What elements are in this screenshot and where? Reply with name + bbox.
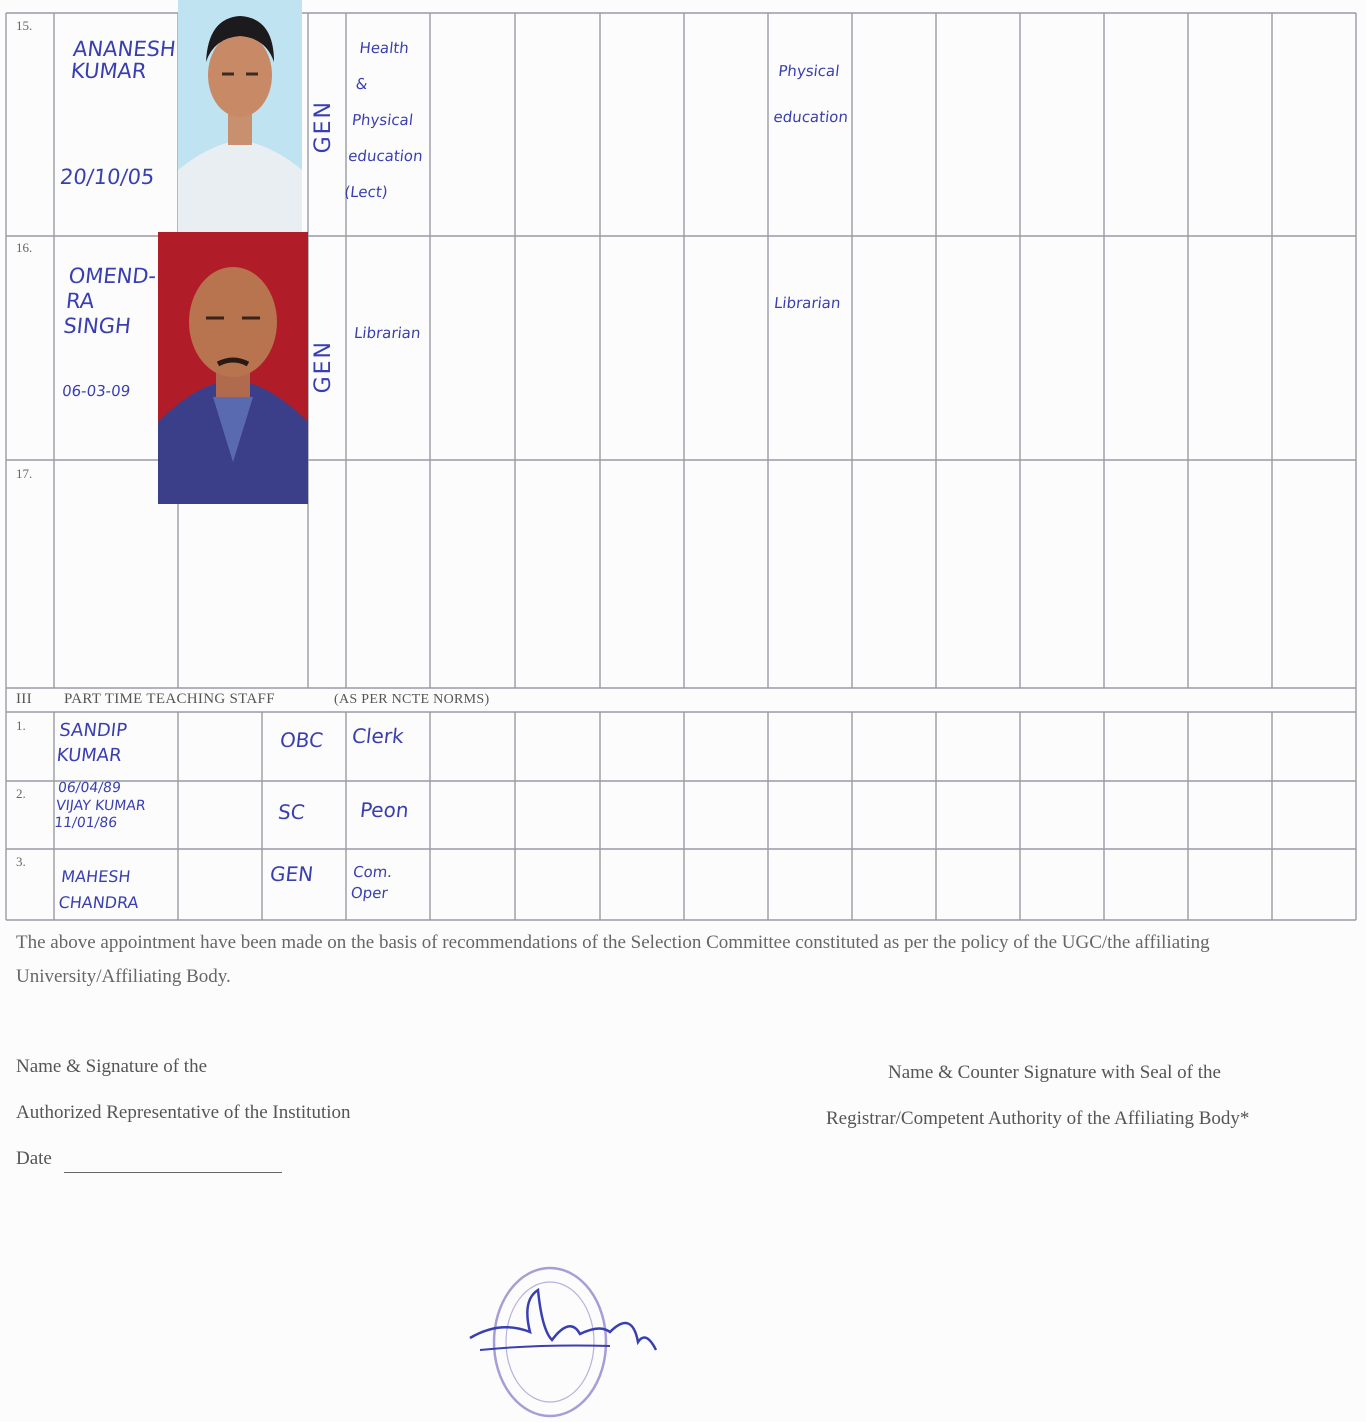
staff-date: 06-03-09 <box>61 382 132 400</box>
section-note: (AS PER NCTE NORMS) <box>334 692 490 707</box>
staff-qualification: Physical education <box>772 62 849 126</box>
row-number: 17. <box>16 466 33 481</box>
part-time-category: GEN <box>268 862 315 886</box>
left-signature-line2: Authorized Representative of the Institution <box>16 1102 351 1123</box>
right-signature-line2: Registrar/Competent Authority of the Affiliating Body* <box>826 1108 1250 1129</box>
row-number: 16. <box>16 240 33 255</box>
date-label: Date <box>16 1148 52 1169</box>
staff-name: OMEND- RA SINGH <box>62 264 158 339</box>
seal-stamp <box>460 1260 680 1422</box>
section-roman: III <box>16 691 32 707</box>
staff-category: GEN <box>311 100 336 154</box>
person-photo-icon <box>158 232 308 504</box>
right-signature-line1: Name & Counter Signature with Seal of the <box>888 1062 1221 1083</box>
staff-qualification: Librarian <box>773 294 842 312</box>
staff-category: GEN <box>311 340 336 394</box>
row-number: 2. <box>16 786 26 801</box>
declaration-text: The above appointment have been made on the basis of recommendations of the Selection Committee constituted as per the policy of the UGC/the affiliating University/Affiliating Body. <box>16 932 1210 987</box>
part-time-subject: Peon <box>358 798 410 822</box>
part-time-category: SC <box>276 800 306 824</box>
part-time-name: SANDIP KUMAR <box>55 720 128 767</box>
signature-scribble <box>470 1290 656 1350</box>
staff-subject: Librarian <box>353 324 422 342</box>
row-number: 1. <box>16 718 26 733</box>
date-line <box>64 1172 282 1173</box>
staff-photo <box>158 232 308 504</box>
row-number: 3. <box>16 854 26 869</box>
staff-photo <box>178 0 302 232</box>
part-time-subject: Clerk <box>350 724 405 748</box>
part-time-name: MAHESH CHANDRA <box>57 867 140 912</box>
part-time-name: 06/04/89 VIJAY KUMAR 11/01/86 <box>53 780 147 831</box>
part-time-subject: Com. Oper <box>350 863 394 902</box>
staff-name: ANANESH KUMAR <box>69 37 177 84</box>
person-photo-icon <box>178 0 302 232</box>
staff-subject: Health & Physical education (Lect) <box>343 39 424 201</box>
part-time-category: OBC <box>278 728 325 752</box>
staff-date: 20/10/05 <box>58 165 156 189</box>
row-number: 15. <box>16 18 33 33</box>
section-title: PART TIME TEACHING STAFF <box>64 691 275 707</box>
left-signature-line1: Name & Signature of the <box>16 1056 208 1077</box>
